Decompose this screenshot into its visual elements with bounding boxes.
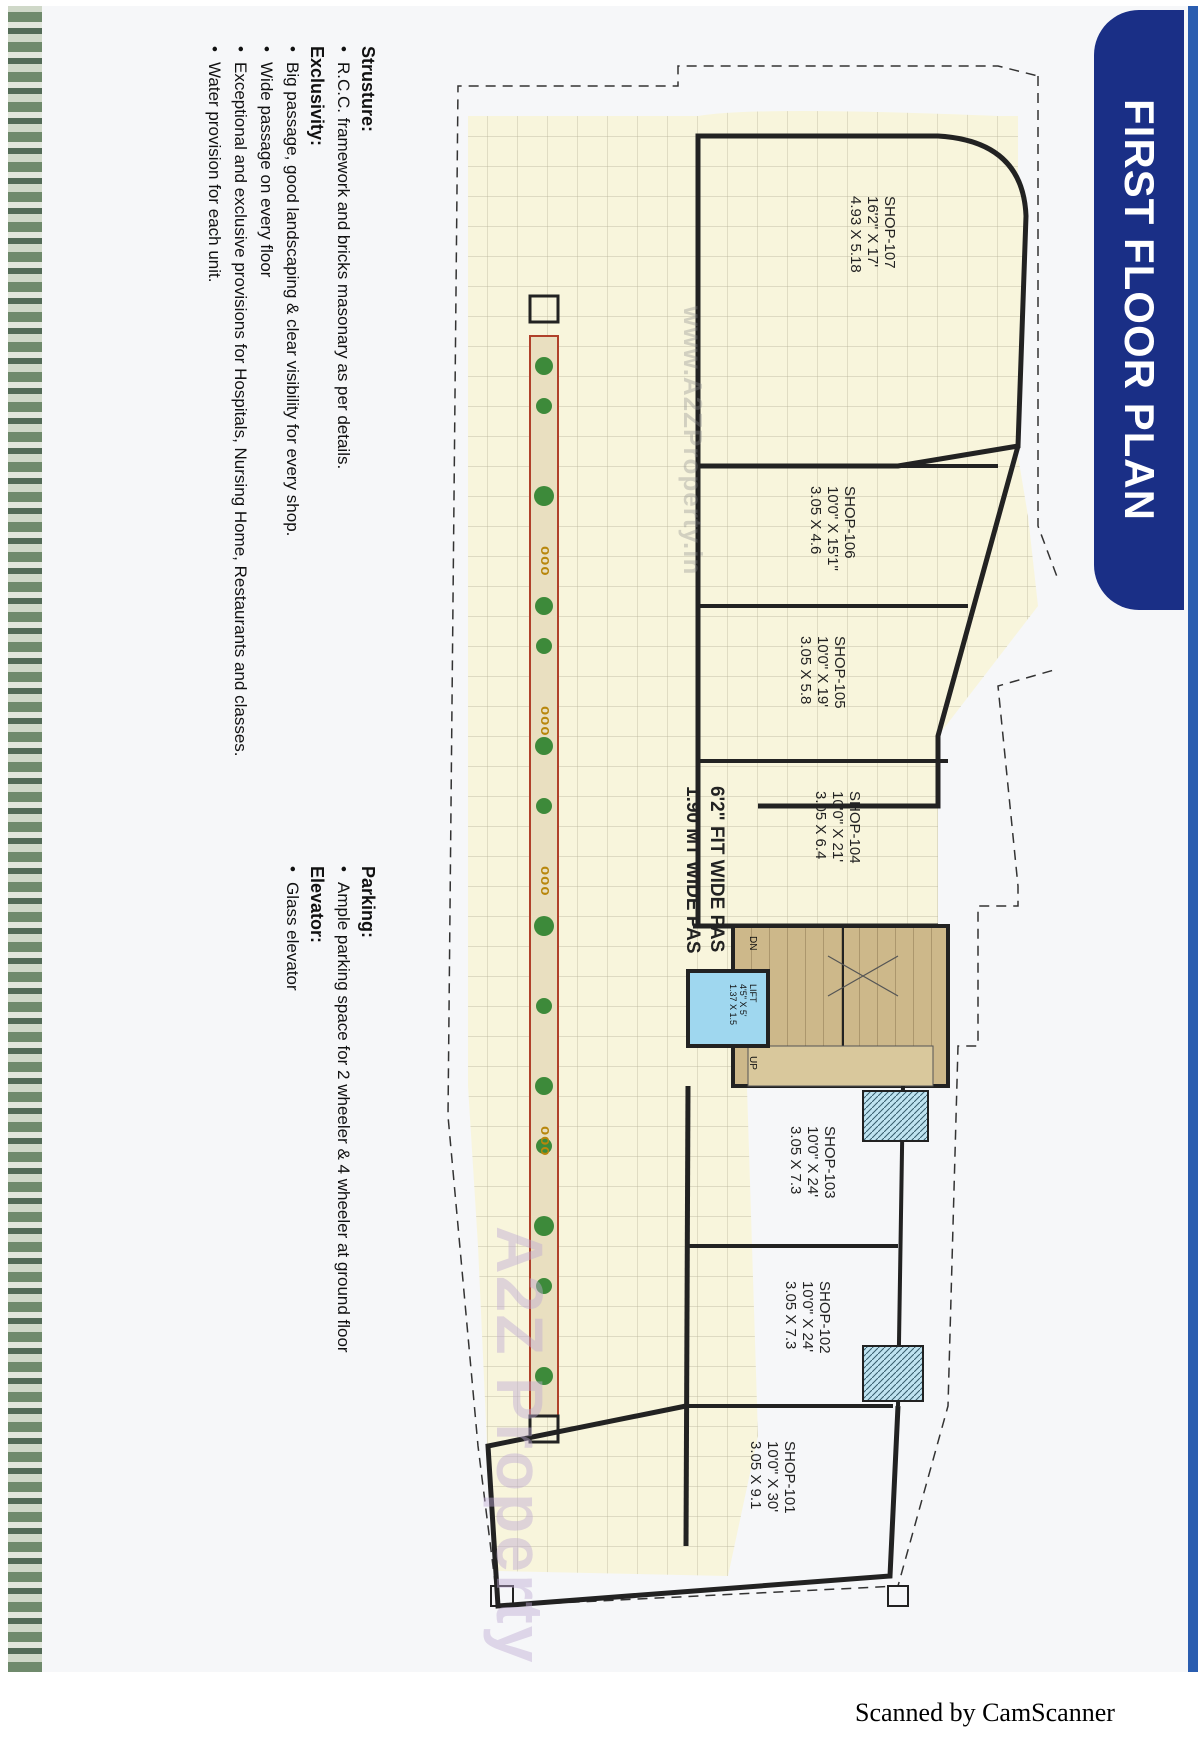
exclusivity-item: • Water provision for each unit. [204, 46, 224, 846]
structure-heading: Strusture: [358, 46, 378, 133]
shop-105-label [797, 636, 848, 709]
column-4 [888, 1586, 908, 1606]
parking-item: • Ample parking space for 2 wheeler & 4 wheeler at ground floor [333, 866, 353, 1626]
shop-name: SHOP-103 [821, 1126, 838, 1199]
rotated-content [8, 6, 1198, 1672]
shop-dim-m: 3.05 X 5.8 [797, 636, 814, 705]
shop-106-label [807, 486, 858, 571]
shop-102-label [782, 1281, 833, 1354]
title-banner [1094, 10, 1184, 610]
shop-dim-ft: 10'0" X 30' [764, 1441, 781, 1513]
shop-107-label [847, 196, 898, 273]
shop-name: SHOP-101 [781, 1441, 798, 1514]
stair-landing [748, 1046, 933, 1086]
shop-name: SHOP-105 [831, 636, 848, 709]
shop-dim-m: 4.93 X 5.18 [847, 196, 864, 273]
shop-101-label [747, 1441, 798, 1514]
elevator-item: • Glass elevator [282, 866, 302, 1626]
toilet-block-2 [863, 1346, 923, 1401]
exclusivity-heading: Exclusivity: [307, 46, 327, 147]
shop-dim-ft: 10'0" X 19' [814, 636, 831, 708]
lift-name: LIFT [748, 984, 758, 1003]
passage-width-m: 1.90 MT WIDE PAS [682, 786, 703, 954]
scanner-footer: Scanned by CamScanner [855, 1698, 1115, 1727]
shop-front-lower [686, 1086, 688, 1546]
toilet-block-1 [863, 1091, 928, 1141]
shop-dim-m: 3.05 X 4.6 [807, 486, 824, 555]
shop-name: SHOP-106 [841, 486, 858, 559]
planter-mark: ooo [537, 1126, 554, 1157]
notes-left-column [198, 46, 378, 846]
lift-dim-m: 1.37 X 1.5 [728, 984, 738, 1026]
shop-dim-ft: 10'0" X 24' [799, 1281, 816, 1353]
planter-mark: ooo [537, 706, 554, 737]
structure-item: • R.C.C. framework and bricks masonary as per details. [333, 46, 353, 846]
shop-103-label [787, 1126, 838, 1199]
shop-dim-m: 3.05 X 7.3 [787, 1126, 804, 1195]
shop-dim-m: 3.05 X 6.4 [812, 791, 829, 860]
elevator-heading: Elevator: [307, 866, 327, 944]
shop-dim-m: 3.05 X 7.3 [782, 1281, 799, 1350]
watermark-url: www.A2ZProperty.in [678, 306, 708, 576]
shop-name: SHOP-102 [816, 1281, 833, 1354]
passage-label [680, 786, 728, 954]
passage-width-ft: 6'2" FIT WIDE PAS [706, 786, 727, 953]
page-title: FIRST FLOOR PLAN [1116, 99, 1163, 521]
lift-dim-ft: 4'5" X 5' [738, 984, 748, 1017]
shop-dim-ft: 16'2" X 17' [864, 196, 881, 268]
watermark-brand: A2Z Property [483, 1226, 557, 1665]
shop-104-label [812, 791, 863, 864]
stair-up-label: UP [747, 1056, 758, 1070]
shop-107-outline [698, 136, 1026, 466]
brochure-page [8, 6, 1198, 1672]
shop-name: SHOP-107 [881, 196, 898, 269]
exclusivity-item: • Exceptional and exclusive provisions for Hospitals, Nursing Home, Restaurants and classes. [230, 46, 250, 846]
specifications [18, 46, 378, 1626]
parking-heading: Parking: [358, 866, 378, 939]
shop-name: SHOP-104 [846, 791, 863, 864]
floor-plan [438, 46, 1058, 1666]
exclusivity-item: • Big passage, good landscaping & clear visibility for every shop. [282, 46, 302, 846]
lift-label [728, 984, 758, 1025]
planter-mark: ooo [537, 546, 554, 577]
shop-dim-ft: 10'0" X 24' [804, 1126, 821, 1198]
shop-dim-ft: 10'0" X 21' [829, 791, 846, 863]
planter-mark: ooo [537, 866, 554, 897]
notes-right-column [276, 866, 378, 1626]
stair-dn-label: DN [747, 936, 758, 951]
shop-dim-m: 3.05 X 9.1 [747, 1441, 764, 1510]
exclusivity-item: • Wide passage on every floor [256, 46, 276, 846]
shop-dim-ft: 10'0" X 15'1" [824, 486, 841, 571]
